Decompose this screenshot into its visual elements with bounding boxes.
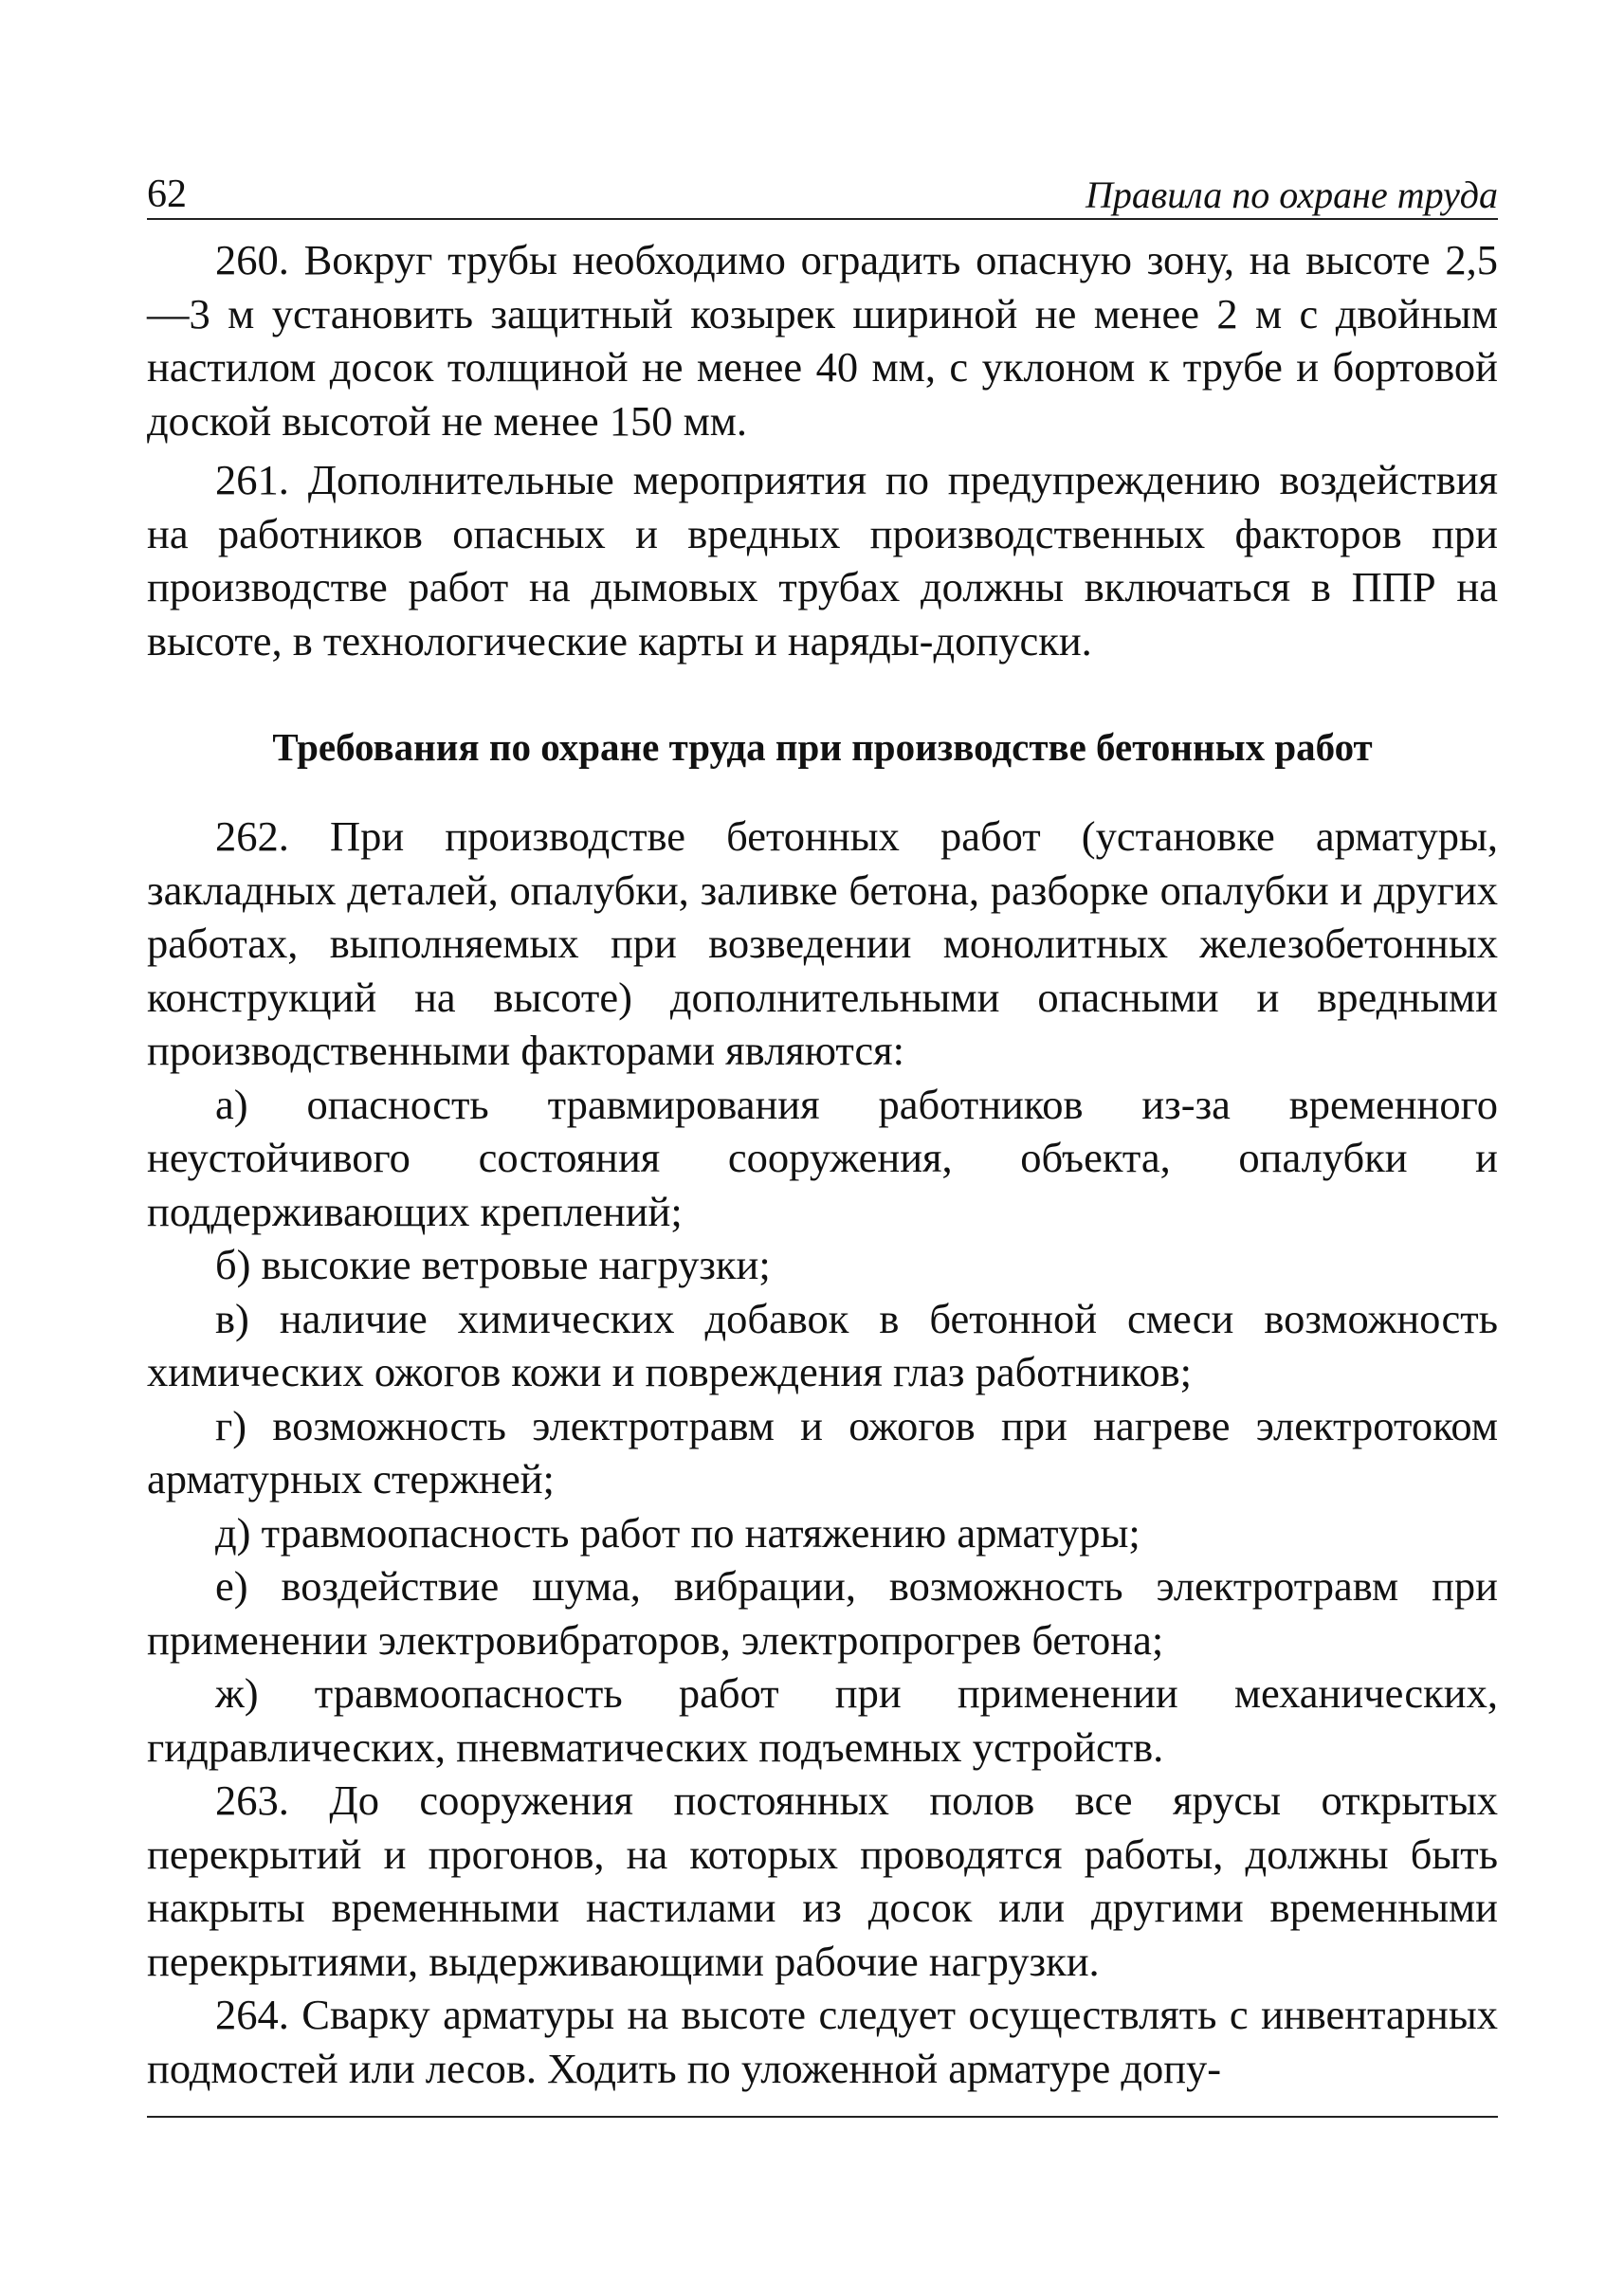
paragraph-264: 264. Сварку арматуры на высоте следует осуществлять с инвентарных подмостей или лесов. Ходить по уложенной арматуре допу- bbox=[147, 1991, 1498, 2092]
bottom-rule bbox=[147, 2116, 1498, 2118]
list-item-a: а) опасность травмирования работников из-за временного неустойчивого состояния сооружения, объекта, опалубки и поддерживающих креплений; bbox=[147, 1080, 1498, 1235]
paragraph-260: 260. Вокруг трубы необходимо оградить опасную зону, на высоте 2,5—3 м установить защитный козырек шириной не менее 2 м с двойным настилом досок толщиной не менее 40 мм, с уклоном к трубе и бортовой доской высотой не менее 150 мм. bbox=[147, 236, 1498, 445]
running-title: Правила по охране труда bbox=[1086, 173, 1498, 216]
book-page bbox=[147, 161, 1498, 2095]
body-text bbox=[147, 233, 1498, 2095]
list-item-b: б) высокие ветровые нагрузки; bbox=[215, 1241, 771, 1288]
list-item-g: г) возможность электротравм и ожогов при нагреве электротоком арматурных стержней; bbox=[147, 1401, 1498, 1503]
paragraph-263: 263. До сооружения постоянных полов все ярусы открытых перекрытий и прогонов, на которых проводятся работы, должны быть накрыты временными настилами из досок или другими временными перекрытиями, выдерживающими рабочие нагрузки. bbox=[147, 1776, 1498, 1985]
list-item-v: в) наличие химических добавок в бетонной смеси возможность химических ожогов кожи и повреждения глаз работников; bbox=[147, 1294, 1498, 1395]
section-heading: Требования по охране труда при производстве бетонных работ bbox=[272, 725, 1373, 769]
list-item-e: е) воздействие шума, вибрации, возможность электротравм при применении электровибраторов, электропрогрев бетона; bbox=[147, 1562, 1498, 1664]
paragraph-262: 262. При производстве бетонных работ (установке арматуры, закладных деталей, опалубки, заливке бетона, разборке опалубки и других работах, выполняемых при возведении монолитных железобетонных конструкций на высоте) дополнительными опасными и вредными производственными факторами являются: bbox=[147, 812, 1498, 1074]
paragraph-261: 261. Дополнительные мероприятия по предупреждению воздействия на работников опасных и вредных производственных факторов при производстве работ на дымовых трубах должны включаться в ППР на высоте, в технологические карты и наряды-допуски. bbox=[147, 456, 1498, 665]
list-item-zh: ж) травмоопасность работ при применении механических, гидравлических, пневматических подъемных устройств. bbox=[147, 1669, 1498, 1771]
list-item-d: д) травмоопасность работ по натяжению арматуры; bbox=[215, 1508, 1140, 1557]
page-number: 62 bbox=[147, 173, 187, 216]
running-head bbox=[147, 161, 1498, 220]
